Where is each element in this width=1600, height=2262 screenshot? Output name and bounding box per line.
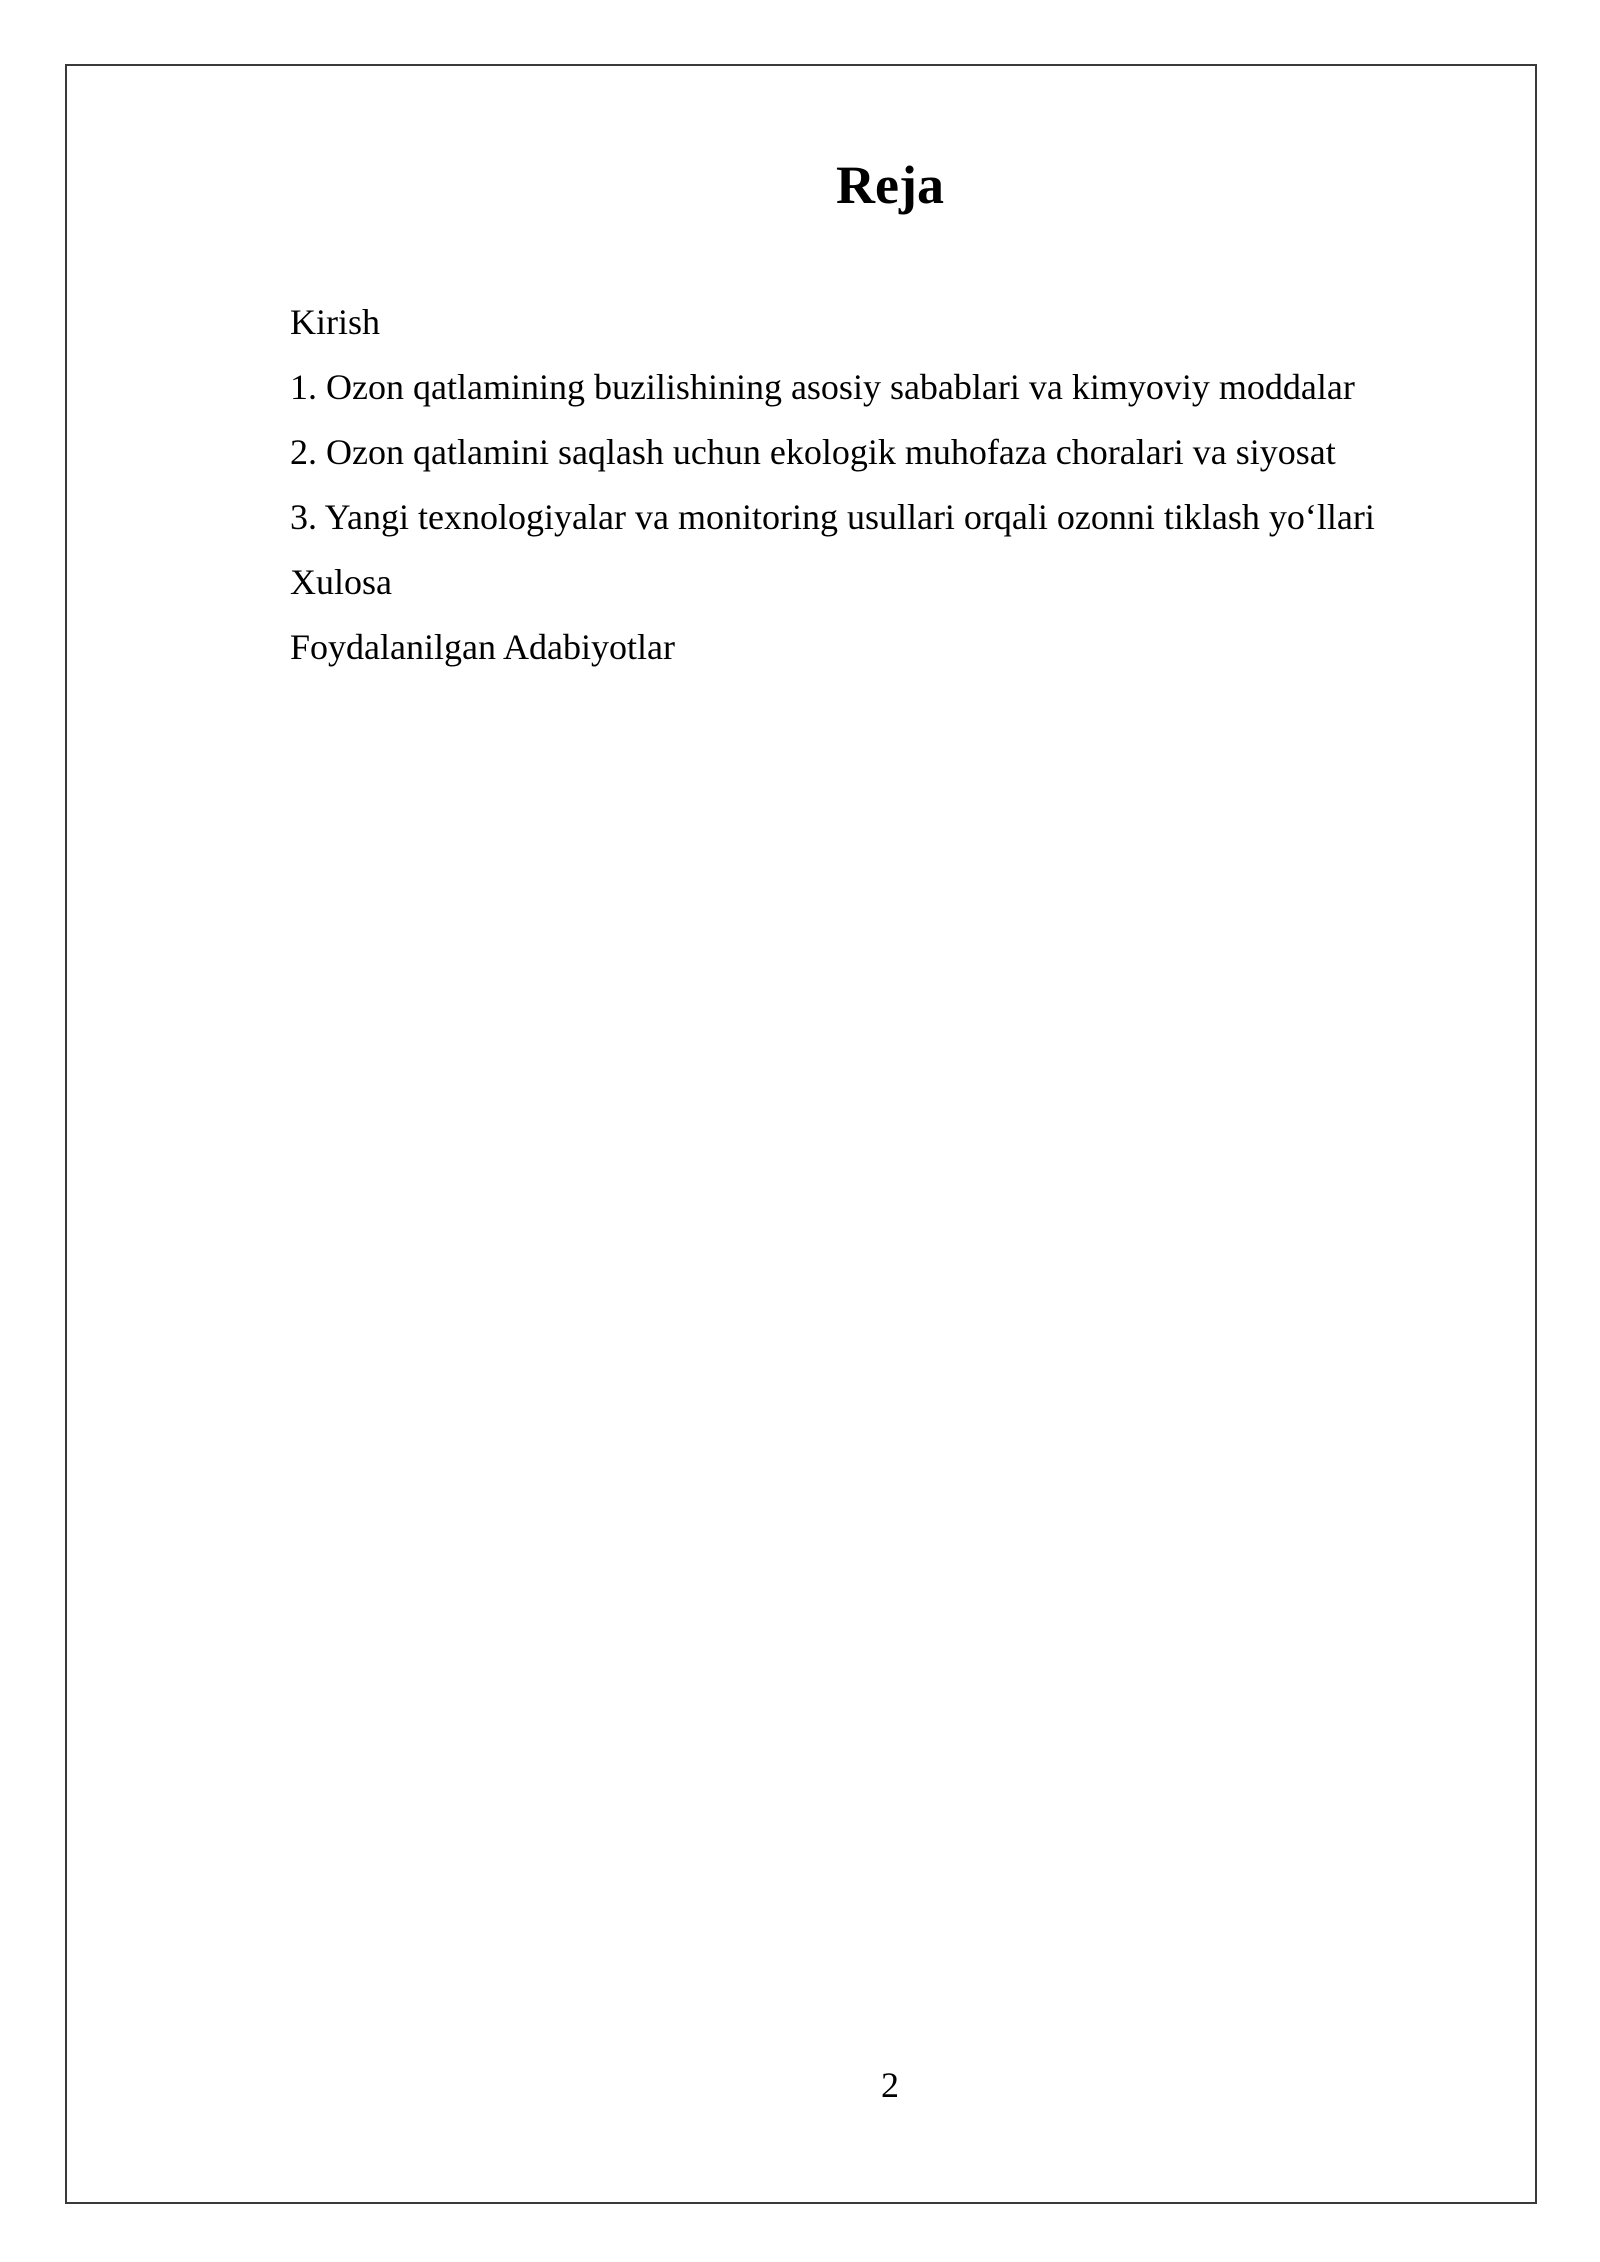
page-number: 2 xyxy=(881,2065,899,2105)
plan-item-2: 2. Ozon qatlamini saqlash uchun ekologik muhofaza choralari va siyosat xyxy=(290,432,1336,472)
plan-item-conclusion: Xulosa xyxy=(290,562,392,602)
plan-item-references: Foydalanilgan Adabiyotlar xyxy=(290,627,675,667)
plan-list xyxy=(290,290,1375,680)
plan-item-1: 1. Ozon qatlamining buzilishining asosiy sabablari va kimyoviy moddalar xyxy=(290,367,1355,407)
plan-item-introduction: Kirish xyxy=(290,302,380,342)
page-title: Reja xyxy=(836,155,944,215)
plan-item-3: 3. Yangi texnologiyalar va monitoring usullari orqali ozonni tiklash yo‘llari xyxy=(290,497,1375,537)
